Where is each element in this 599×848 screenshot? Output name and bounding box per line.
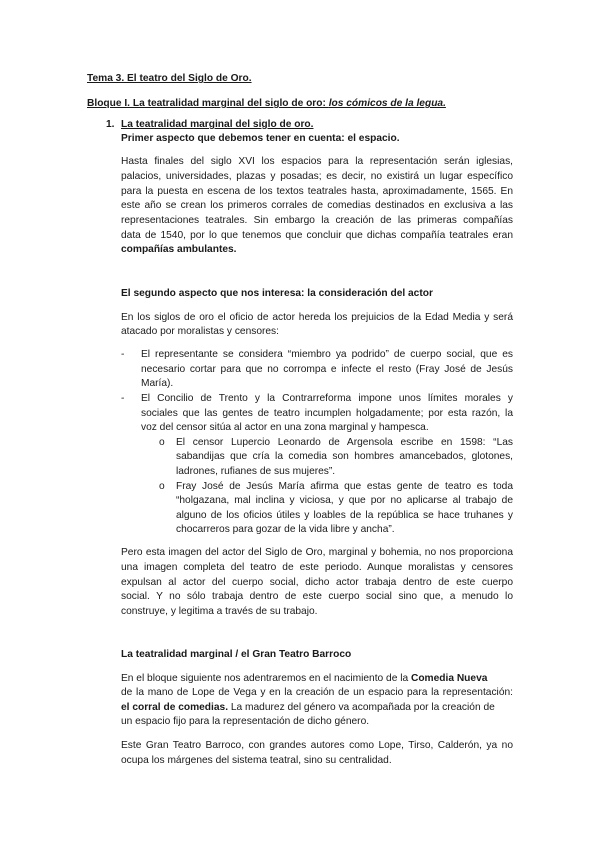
text-run-bold: el corral de comedias. bbox=[121, 702, 229, 713]
paragraph-line: expulsan al actor del cuerpo social, dicho actor trabaja dentro de este cuerpo bbox=[121, 577, 513, 588]
paragraph-line: Hasta finales del siglo XVI los espacios para la representación serán iglesias, bbox=[121, 156, 513, 167]
subbullet-line: “holgazana, mal inclina y viciosa, y que por no aplicarse al trabajo de bbox=[176, 495, 513, 506]
subbullet-line: Fray José de Jesús María afirma que estas gente de teatro es toda bbox=[176, 481, 513, 492]
section-subheading: Primer aspecto que debemos tener en cuenta: el espacio. bbox=[121, 133, 400, 144]
paragraph-line: para la puesta en escena de los textos teatrales hasta, aproximadamente, 1565. En bbox=[121, 186, 513, 197]
subbullet-line: sabandijas que cría la comedia son hombres amancebados, glotones, bbox=[176, 451, 513, 462]
paragraph-bold-ending: compañías ambulantes. bbox=[121, 244, 237, 255]
paragraph-line: En los siglos de oro el oficio de actor hereda los prejuicios de la Edad Media y será bbox=[121, 312, 513, 323]
subbullet-line: alguno de los oficios útiles y loables de la república se hace truhanes y bbox=[176, 510, 513, 521]
section2-heading: El segundo aspecto que nos interesa: la consideración del actor bbox=[121, 288, 433, 299]
subbullet-line: El censor Lupercio Leonardo de Argensola escribe en 1598: “Las bbox=[176, 437, 513, 448]
paragraph-line: palacios, universidades, plazas y posadas; es decir, no existirá un lugar específico bbox=[121, 171, 513, 182]
block-heading-prefix: Bloque I. La teatralidad marginal del siglo de oro: bbox=[87, 98, 329, 109]
paragraph-line: ocupa los márgenes del sistema teatral, sino su centralidad. bbox=[121, 755, 392, 766]
subbullet-line: ladrones, rufianes de sus mujeres”. bbox=[176, 466, 336, 477]
text-run: La madurez del género va acompañada por la creación de bbox=[228, 702, 495, 713]
paragraph-line: una imagen completa del teatro de este periodo. Aunque moralistas y censores bbox=[121, 562, 513, 573]
paragraph-line: atacado por moralistas y censores: bbox=[121, 326, 279, 337]
bullet-line: voz del censor sitúa al actor en una zona marginal y hampesca. bbox=[141, 422, 429, 433]
block-heading bbox=[87, 97, 446, 110]
document-title: Tema 3. El teatro del Siglo de Oro. bbox=[87, 73, 252, 84]
subbullet-line: chocarreros para gozar de la vida libre y ancha”. bbox=[176, 524, 395, 535]
section-heading: La teatralidad marginal del siglo de oro. bbox=[121, 119, 314, 130]
text-run: En el bloque siguiente nos adentraremos en el nacimiento de la bbox=[121, 673, 411, 684]
bullet-line: sociales que las gentes de teatro incumplen holgadamente; por esta razón, la bbox=[141, 408, 513, 419]
paragraph-line bbox=[121, 672, 487, 685]
paragraph-line: representaciones teatrales. Sin embargo la creación de las primeras compañías bbox=[121, 215, 513, 226]
bullet-line: El representante se considera “miembro ya podrido” de cuerpo social, que es bbox=[141, 349, 513, 360]
bullet-marker: - bbox=[121, 349, 125, 360]
bullet-line: necesario cortar para que no corrompa e infecte el resto (Fray José de Jesús bbox=[141, 364, 513, 375]
bullet-line: El Concilio de Trento y la Contrarreforma impone unos límites morales y bbox=[141, 393, 513, 404]
subbullet-marker: o bbox=[159, 481, 165, 492]
bullet-line: María). bbox=[141, 378, 174, 389]
paragraph-line: de la mano de Lope de Vega y en la creación de un espacio para la representación: bbox=[121, 687, 513, 698]
paragraph-line: Pero esta imagen del actor del Siglo de Oro, marginal y bohemia, no nos proporciona bbox=[121, 547, 513, 558]
section3-heading: La teatralidad marginal / el Gran Teatro Barroco bbox=[121, 649, 352, 660]
paragraph-line bbox=[121, 701, 495, 714]
block-heading-italic: los cómicos de la legua. bbox=[328, 98, 446, 109]
paragraph-line: data de 1540, por lo que tenemos que concluir que dichas compañía teatrales eran bbox=[121, 230, 513, 241]
section-number: 1. bbox=[106, 119, 115, 130]
text-run-bold: Comedia Nueva bbox=[410, 673, 488, 684]
paragraph-line: este año se crean los primeros corrales de comedias destinados en exclusiva a las bbox=[121, 200, 513, 211]
paragraph-line: social. Y no sólo trabaja dentro de este cuerpo social sino que, a menudo lo bbox=[121, 591, 513, 602]
bullet-marker: - bbox=[121, 393, 125, 404]
paragraph-line: construye, y legitima a través de su trabajo. bbox=[121, 606, 318, 617]
paragraph-line: un espacio fijo para la representación de dicho género. bbox=[121, 716, 370, 727]
paragraph-line: Este Gran Teatro Barroco, con grandes autores como Lope, Tirso, Calderón, ya no bbox=[121, 740, 513, 751]
subbullet-marker: o bbox=[159, 437, 165, 448]
